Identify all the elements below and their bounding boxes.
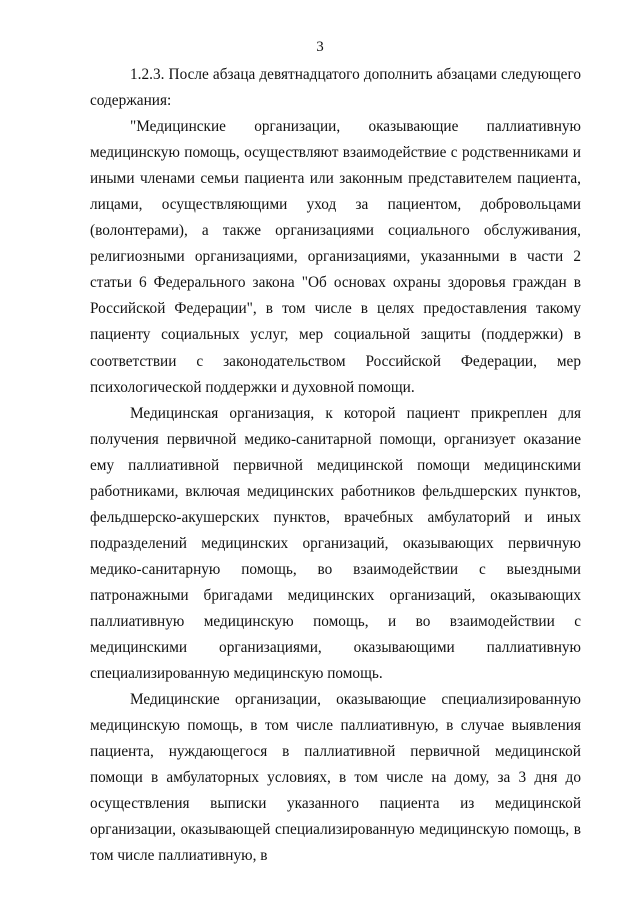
document-body xyxy=(90,62,581,869)
page-number: 3 xyxy=(316,39,324,55)
paragraph-interaction: "Медицинские организации, оказывающие паллиативную медицинскую помощь, осуществляют взаимодействие с родственниками и иными членами семьи пациента или законным представителем пациента, лицами, осуществляющими уход за пациентом, добровольцами (волонтерами), а также организациями социального обслуживания, религиозными организациями, организациями, указанными в части 2 статьи 6 Федерального закона "Об основах охраны здоровья граждан в Российской Федерации", в том числе в целях предоставления такому пациенту социальных услуг, мер социальной защиты (поддержки) в соответствии с законодательством Российской Федерации, мер психологической поддержки и духовной помощи. xyxy=(90,118,581,396)
paragraph-amendment-intro: 1.2.3. После абзаца девятнадцатого дополнить абзацами следующего содержания: xyxy=(90,66,581,110)
paragraph-primary-care: Медицинская организация, к которой пациент прикреплен для получения первичной медико-санитарной помощи, организует оказание ему паллиативной первичной медицинской помощи медицинскими работниками, включая медицинских работников фельдшерских пунктов, фельдшерско-акушерских пунктов, врачебных амбулаторий и иных подразделений медицинских организаций, оказывающих первичную медико-санитарную помощь, во взаимодействии с выездными патронажными бригадами медицинских организаций, оказывающих паллиативную медицинскую помощь, и во взаимодействии с медицинскими организациями, оказывающими паллиативную специализированную медицинскую помощь. xyxy=(90,404,581,683)
paragraph-specialized-care: Медицинские организации, оказывающие специализированную медицинскую помощь, в том числе паллиативную, в случае выявления пациента, нуждающегося в паллиативной первичной медицинской помощи в амбулаторных условиях, в том числе на дому, за 3 дня до осуществления выписки указанного пациента из медицинской организации, оказывающей специализированную медицинскую помощь, в том числе паллиативную, в xyxy=(90,691,581,865)
